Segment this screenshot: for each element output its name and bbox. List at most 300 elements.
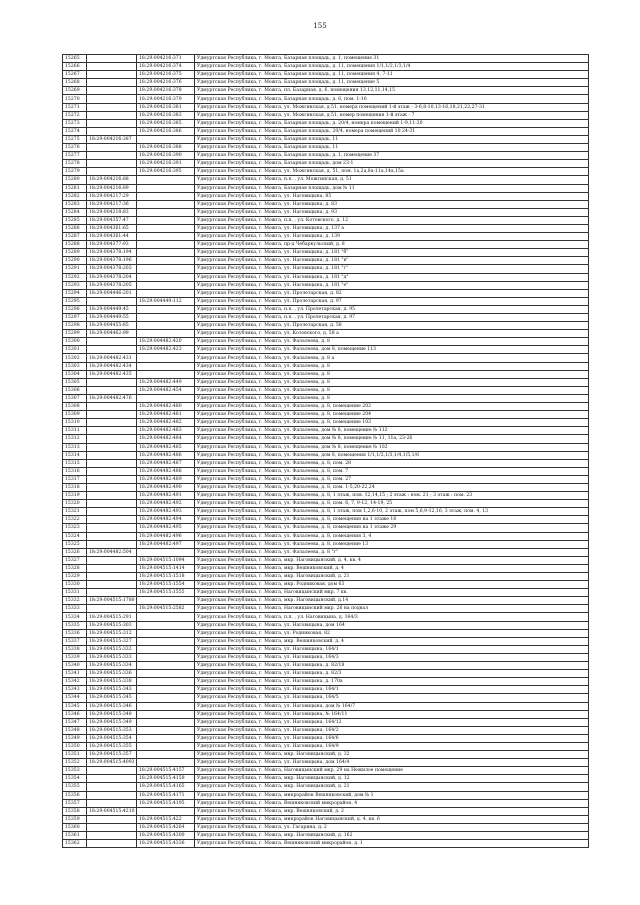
table-row <box>63 540 589 548</box>
old-cadastral-number-cell <box>87 815 137 823</box>
table-row <box>63 281 589 289</box>
row-number-cell: 15281 <box>63 184 87 192</box>
table-row <box>63 597 589 605</box>
cadastral-number-cell: 18:29:004515:4264 <box>137 823 195 831</box>
row-number-cell: 15301 <box>63 346 87 354</box>
row-number-cell: 15313 <box>63 443 87 451</box>
table-row <box>63 249 589 257</box>
row-number-cell: 15278 <box>63 160 87 168</box>
address-cell: Удмуртская Республика, г. Можга, ул. Наговицына, дом 164 <box>195 621 589 629</box>
address-cell: Удмуртская Республика, г. Можга, мкр. Вешняковский, д. 4 <box>195 637 589 645</box>
cadastral-number-cell <box>137 216 195 224</box>
old-cadastral-number-cell: 18:29:004515:4210 <box>87 807 137 815</box>
address-cell: Удмуртская Республика, г. Можга, ул. Наговицына, д. 82/3 <box>195 670 589 678</box>
table-row <box>63 378 589 386</box>
table-row <box>63 613 589 621</box>
address-cell: Удмуртская Республика, г. Можга, ул. Фалалеева, д. 8, 1 этаж, пом 1,2,6-10, 2 этаж, пом 5,6,9-12,16, 3 этаж, пом. 4, 13 <box>195 508 589 516</box>
cadastral-number-cell <box>137 662 195 670</box>
table-row <box>63 508 589 516</box>
cadastral-number-cell: 18:29:004216:381 <box>137 103 195 111</box>
address-cell: Удмуртская Республика, г. Можга, Базарная площадь, д. 11, помещения 4, 7-11 <box>195 71 589 79</box>
row-number-cell: 15333 <box>63 605 87 613</box>
cadastral-number-cell: 18:29:004216:376 <box>137 79 195 87</box>
old-cadastral-number-cell: 18:29:004455:85 <box>87 322 137 330</box>
address-cell: Удмуртская Республика, г. Можга, п.п. , ул. Можгинская, д. 51 <box>195 176 589 184</box>
cadastral-number-cell <box>137 265 195 273</box>
old-cadastral-number-cell: 18:29:004449:55 <box>87 314 137 322</box>
address-cell: Удмуртская Республика, г. Можга, ул. Пролетарская, д. 97 <box>195 297 589 305</box>
cadastral-number-cell: 18:29:004482:494 <box>137 516 195 524</box>
row-number-cell: 15288 <box>63 241 87 249</box>
cadastral-number-cell: 18:29:004515:1414 <box>137 564 195 572</box>
address-cell: Удмуртская Республика, г. Можга, мкр. Вешняковский, д. 4 <box>195 564 589 572</box>
row-number-cell: 15336 <box>63 629 87 637</box>
old-cadastral-number-cell <box>87 823 137 831</box>
old-cadastral-number-cell: 18:29:004216:89 <box>87 184 137 192</box>
table-row <box>63 710 589 718</box>
address-cell: Удмуртская Республика, г. Можга, ул. Фалалеева, д. 8, пом. 7 <box>195 467 589 475</box>
row-number-cell: 15345 <box>63 702 87 710</box>
row-number-cell: 15353 <box>63 767 87 775</box>
cadastral-number-cell <box>137 314 195 322</box>
table-row <box>63 783 589 791</box>
cadastral-number-cell: 18:29:004515:1094 <box>137 556 195 564</box>
address-cell: Удмуртская Республика, г. Можга, мкр. Наговицынский, д. 21 <box>195 783 589 791</box>
row-number-cell: 15351 <box>63 751 87 759</box>
address-cell: Удмуртская Республика, г. Можга, ул. Наговицына, д. 181 "г" <box>195 265 589 273</box>
row-number-cell: 15273 <box>63 119 87 127</box>
address-cell: Удмуртская Республика, г. Можга, ул. Фалалеева, д. 8, помещение 202 <box>195 403 589 411</box>
old-cadastral-number-cell <box>87 791 137 799</box>
cadastral-number-cell <box>137 257 195 265</box>
cadastral-number-cell <box>137 742 195 750</box>
old-cadastral-number-cell: 18:29:004515:345 <box>87 694 137 702</box>
old-cadastral-number-cell <box>87 492 137 500</box>
cadastral-number-cell: 18:29:004515:4165 <box>137 783 195 791</box>
address-cell: Удмуртская Республика, г. Можга, микрорайон Вешняковский, дом № 1 <box>195 791 589 799</box>
old-cadastral-number-cell <box>87 87 137 95</box>
cadastral-number-cell: 18:29:004216:390 <box>137 152 195 160</box>
address-cell: Удмуртская Республика, г. Можга, ул. Фалалеева, д. 8 <box>195 386 589 394</box>
cadastral-number-cell: 18:29:004482:489 <box>137 475 195 483</box>
old-cadastral-number-cell: 18:29:004217:29 <box>87 192 137 200</box>
row-number-cell: 15340 <box>63 662 87 670</box>
cadastral-number-cell <box>137 726 195 734</box>
address-cell: Удмуртская Республика, г. Можга, ул. Гагарина, д. 2 <box>195 823 589 831</box>
address-cell: Удмуртская Республика, г. Можга, Базарная площадь, д. 11, помещения 1/1,1/2,1/3,1/4 <box>195 63 589 71</box>
row-number-cell: 15307 <box>63 394 87 402</box>
table-row <box>63 500 589 508</box>
table-row <box>63 467 589 475</box>
row-number-cell: 15284 <box>63 208 87 216</box>
address-cell: Удмуртская Республика, г. Можга, Наговицынский мкр. 7 кв. <box>195 589 589 597</box>
table-row <box>63 807 589 815</box>
row-number-cell: 15317 <box>63 475 87 483</box>
address-cell: Удмуртская Республика, г. Можга, ул. Наговицына, 164/6 <box>195 734 589 742</box>
cadastral-number-cell <box>137 621 195 629</box>
address-cell: Удмуртская Республика, г. Можга, ул. Наговицына, д. 83 <box>195 200 589 208</box>
address-cell: Удмуртская Республика, г. Можга, п.п. , ул. Наговицына, д. 164/3 <box>195 613 589 621</box>
address-cell: Удмуртская Республика, г. Можга, ул. Пролетарская, д. 82 <box>195 289 589 297</box>
table-row <box>63 443 589 451</box>
old-cadastral-number-cell <box>87 411 137 419</box>
row-number-cell: 15291 <box>63 265 87 273</box>
old-cadastral-number-cell <box>87 467 137 475</box>
address-cell: Удмуртская Республика, г. Можга, Базарная площадь, д. 11, помещение 5 <box>195 79 589 87</box>
old-cadastral-number-cell <box>87 775 137 783</box>
address-cell: Удмуртская Республика, г. Можга, мкр. Наговицынский, д. 21 <box>195 573 589 581</box>
cadastral-number-cell: 18:29:004216:388 <box>137 144 195 152</box>
row-number-cell: 15271 <box>63 103 87 111</box>
address-cell: Удмуртская Республика, г. Можга, Базарная площадь, д. 6, пом. 1-10 <box>195 95 589 103</box>
table-row <box>63 160 589 168</box>
cadastral-number-cell: 18:29:004482:495 <box>137 524 195 532</box>
table-row <box>63 702 589 710</box>
row-number-cell: 15285 <box>63 216 87 224</box>
table-row <box>63 435 589 443</box>
table-row <box>63 686 589 694</box>
address-cell: Удмуртская Республика, г. Можга, Наговицынский мкр, 29 на Нежилое помещение <box>195 767 589 775</box>
address-cell: Удмуртская Республика, г. Можга, п.п. , ул. Пролетарская, д. 97 <box>195 314 589 322</box>
old-cadastral-number-cell: 18:29:004378:203 <box>87 265 137 273</box>
old-cadastral-number-cell <box>87 783 137 791</box>
old-cadastral-number-cell: 18:29:004377:93 <box>87 241 137 249</box>
cadastral-number-cell <box>137 718 195 726</box>
cadastral-number-cell <box>137 273 195 281</box>
cadastral-number-cell: 18:29:004216:371 <box>137 55 195 63</box>
old-cadastral-number-cell: 18:29:004515:4093 <box>87 759 137 767</box>
cadastral-number-cell: 18:29:004216:391 <box>137 160 195 168</box>
address-cell: Удмуртская Республика, г. Можга, ул. Наговицына, д. 137 а <box>195 224 589 232</box>
old-cadastral-number-cell <box>87 832 137 840</box>
old-cadastral-number-cell <box>87 573 137 581</box>
row-number-cell: 15310 <box>63 419 87 427</box>
row-number-cell: 15275 <box>63 135 87 143</box>
address-cell: Удмуртская Республика, г. Можга, ул. Фалалеева, д. 8, пом. 6, 7, 9-12, 14-19, 25 <box>195 500 589 508</box>
cadastral-number-cell: 18:29:004515:1554 <box>137 581 195 589</box>
address-cell: Удмуртская Республика, г. Можга, Наговицынский мкр. 26 на подвал <box>195 605 589 613</box>
cadastral-number-cell <box>137 702 195 710</box>
table-body <box>63 55 589 848</box>
table-row <box>63 79 589 87</box>
row-number-cell: 15300 <box>63 338 87 346</box>
table-row <box>63 330 589 338</box>
table-row <box>63 394 589 402</box>
address-cell: Удмуртская Республика, г. Можга, ул. Можгинская, д. 51, пом. 1а,2а,8а-11а,14а,15а <box>195 168 589 176</box>
table-row <box>63 645 589 653</box>
old-cadastral-number-cell: 18:29:004482:504 <box>87 548 137 556</box>
row-number-cell: 15274 <box>63 127 87 135</box>
table-row <box>63 63 589 71</box>
address-cell: Удмуртская Республика, г. Можга, пл. Базарная, д. 6, помещения 13,12,11,14,15 <box>195 87 589 95</box>
address-cell: Удмуртская Республика, г. Можга, Базарная площадь, дом № 11 <box>195 184 589 192</box>
row-number-cell: 15357 <box>63 799 87 807</box>
table-row <box>63 427 589 435</box>
row-number-cell: 15272 <box>63 111 87 119</box>
cadastral-number-cell <box>137 678 195 686</box>
old-cadastral-number-cell <box>87 605 137 613</box>
table-row <box>63 176 589 184</box>
table-row <box>63 152 589 160</box>
address-cell: Удмуртская Республика, г. Можга, ул. Фалалеева, д. 8 <box>195 370 589 378</box>
row-number-cell: 15349 <box>63 734 87 742</box>
old-cadastral-number-cell <box>87 144 137 152</box>
old-cadastral-number-cell: 18:29:004361:44 <box>87 233 137 241</box>
table-row <box>63 241 589 249</box>
table-row <box>63 840 589 848</box>
table-row <box>63 718 589 726</box>
row-number-cell: 15315 <box>63 459 87 467</box>
row-number-cell: 15302 <box>63 354 87 362</box>
cadastral-number-cell: 18:29:004515:2582 <box>137 605 195 613</box>
cadastral-number-cell: 18:29:004482:484 <box>137 435 195 443</box>
cadastral-number-cell <box>137 597 195 605</box>
row-number-cell: 15339 <box>63 653 87 661</box>
old-cadastral-number-cell: 18:29:004515:312 <box>87 629 137 637</box>
old-cadastral-number-cell: 18:29:004482:434 <box>87 362 137 370</box>
row-number-cell: 15265 <box>63 55 87 63</box>
address-cell: Удмуртская Республика, г. Можга, ул. Фалалеева, д. 8 а <box>195 354 589 362</box>
table-row <box>63 273 589 281</box>
address-cell: Удмуртская Республика, г. Можга, ул. Родниковая, 82 <box>195 629 589 637</box>
cadastral-number-cell <box>137 305 195 313</box>
table-row <box>63 775 589 783</box>
row-number-cell: 15286 <box>63 224 87 232</box>
address-cell: Удмуртская Республика, г. Можга, Базарная площадь, дом 23-1 <box>195 160 589 168</box>
address-cell: Удмуртская Республика, г. Можга, ул. Фалалеева, дом № 8, помещение № 11, 11а, 23-26 <box>195 435 589 443</box>
table-row <box>63 637 589 645</box>
table-row <box>63 224 589 232</box>
cadastral-number-cell: 18:29:004216:383 <box>137 111 195 119</box>
row-number-cell: 15296 <box>63 305 87 313</box>
old-cadastral-number-cell <box>87 443 137 451</box>
row-number-cell: 15338 <box>63 645 87 653</box>
row-number-cell: 15343 <box>63 686 87 694</box>
table-row <box>63 184 589 192</box>
row-number-cell: 15361 <box>63 832 87 840</box>
old-cadastral-number-cell: 18:29:004515:336 <box>87 670 137 678</box>
cadastral-number-cell: 18:29:004482:493 <box>137 508 195 516</box>
address-cell: Удмуртская Республика, г. Можга, ул. Наговицына, 85 <box>195 192 589 200</box>
cadastral-register-table <box>62 54 589 848</box>
cadastral-number-cell <box>137 759 195 767</box>
old-cadastral-number-cell: 18:29:004515:357 <box>87 751 137 759</box>
old-cadastral-number-cell <box>87 103 137 111</box>
old-cadastral-number-cell: 18:29:004357:47 <box>87 216 137 224</box>
address-cell: Удмуртская Республика, г. Можга, мкр. Вешняковский, д. 2 <box>195 807 589 815</box>
page-number: 155 <box>313 22 327 30</box>
table-row <box>63 111 589 119</box>
row-number-cell: 15347 <box>63 718 87 726</box>
old-cadastral-number-cell <box>87 386 137 394</box>
cadastral-number-cell <box>137 208 195 216</box>
old-cadastral-number-cell: 18:29:004515:355 <box>87 742 137 750</box>
old-cadastral-number-cell <box>87 419 137 427</box>
address-cell: Удмуртская Республика, г. Можга, ул. Фалалеева, д. 8, 1 этаж, пом. 12,14,15 ; 2 этаж : пом. 21 ; 3 этаж : пом. 23 <box>195 492 589 500</box>
table-row <box>63 370 589 378</box>
row-number-cell: 15346 <box>63 710 87 718</box>
row-number-cell: 15335 <box>63 621 87 629</box>
cadastral-number-cell: 18:29:004515:1518 <box>137 573 195 581</box>
address-cell: Удмуртская Республика, г. Можга, ул. Наговицына, 164/1 <box>195 686 589 694</box>
cadastral-number-cell: 18:29:004216:379 <box>137 95 195 103</box>
old-cadastral-number-cell: 18:29:004515:333 <box>87 653 137 661</box>
address-cell: Удмуртская Республика, г. Можга, ул. Фалалеева, дом 8, помещения 1/1,1/2,1/3,1/4,1/5,1/6 <box>195 451 589 459</box>
row-number-cell: 15342 <box>63 678 87 686</box>
table-row <box>63 103 589 111</box>
cadastral-number-cell: 18:29:004216:386 <box>137 127 195 135</box>
old-cadastral-number-cell <box>87 524 137 532</box>
cadastral-number-cell: 18:29:004515:4157 <box>137 767 195 775</box>
address-cell: Удмуртская Республика, г. Можга, мкр. Наговицынский, д. 32 <box>195 751 589 759</box>
old-cadastral-number-cell <box>87 483 137 491</box>
table-row <box>63 338 589 346</box>
old-cadastral-number-cell <box>87 799 137 807</box>
table-row <box>63 662 589 670</box>
old-cadastral-number-cell <box>87 540 137 548</box>
cadastral-number-cell <box>137 734 195 742</box>
cadastral-number-cell: 18:29:004449:112 <box>137 297 195 305</box>
address-cell: Удмуртская Республика, г. Можга, мкр. Наговицынский, д. 162 <box>195 832 589 840</box>
table-row <box>63 119 589 127</box>
row-number-cell: 15325 <box>63 540 87 548</box>
old-cadastral-number-cell: 18:29:004515:343 <box>87 686 137 694</box>
table-row <box>63 556 589 564</box>
address-cell: Удмуртская Республика, г. Можга, ул. Наговицына, 164/12 <box>195 718 589 726</box>
old-cadastral-number-cell <box>87 63 137 71</box>
cadastral-number-cell: 18:29:004482:420 <box>137 338 195 346</box>
cadastral-number-cell <box>137 200 195 208</box>
row-number-cell: 15358 <box>63 807 87 815</box>
cadastral-number-cell <box>137 653 195 661</box>
address-cell: Удмуртская Республика, г. Можга, ул. Можгинская, д.51, номера помещений 1-й этаж - 3-6,8-10,13-16,18,21,22,27-31 <box>195 103 589 111</box>
row-number-cell: 15334 <box>63 613 87 621</box>
table-row <box>63 799 589 807</box>
cadastral-number-cell <box>137 330 195 338</box>
row-number-cell: 15331 <box>63 589 87 597</box>
table-row <box>63 564 589 572</box>
old-cadastral-number-cell <box>87 767 137 775</box>
cadastral-number-cell <box>137 233 195 241</box>
table-row <box>63 516 589 524</box>
old-cadastral-number-cell <box>87 346 137 354</box>
address-cell: Удмуртская Республика, г. Можга, п.п. , ул. Котовского, д. 12 <box>195 216 589 224</box>
row-number-cell: 15324 <box>63 532 87 540</box>
cadastral-number-cell: 18:29:004482:480 <box>137 403 195 411</box>
old-cadastral-number-cell: 18:29:004216:88 <box>87 176 137 184</box>
address-cell: Удмуртская Республика, г. Можга, ул. Фалалеева, д. 8 <box>195 362 589 370</box>
table-row <box>63 815 589 823</box>
row-number-cell: 15329 <box>63 573 87 581</box>
cadastral-number-cell <box>137 184 195 192</box>
address-cell: Удмуртская Республика, г. Можга, ул. Фалалеева, д. 8, помещения на 1 этаже 16 <box>195 516 589 524</box>
old-cadastral-number-cell <box>87 297 137 305</box>
old-cadastral-number-cell <box>87 79 137 87</box>
row-number-cell: 15277 <box>63 152 87 160</box>
table-row <box>63 200 589 208</box>
address-cell: Удмуртская Республика, г. Можга, Базарная площадь, 11 <box>195 135 589 143</box>
old-cadastral-number-cell <box>87 119 137 127</box>
table-row <box>63 55 589 63</box>
cadastral-number-cell: 18:29:004515:4159 <box>137 775 195 783</box>
address-cell: Удмуртская Республика, г. Можга, ул. Котовского, д. 58 а <box>195 330 589 338</box>
table-row <box>63 492 589 500</box>
address-cell: Удмуртская Республика, г. Можга, ул. Наговицына, 164/5 <box>195 694 589 702</box>
row-number-cell: 15330 <box>63 581 87 589</box>
row-number-cell: 15314 <box>63 451 87 459</box>
address-cell: Удмуртская Республика, г. Можга, ул. Наговицына, 164/3 <box>195 653 589 661</box>
address-cell: Удмуртская Республика, г. Можга, ул. Фалалеева, д. 8 <box>195 378 589 386</box>
old-cadastral-number-cell <box>87 532 137 540</box>
table-row <box>63 751 589 759</box>
row-number-cell: 15269 <box>63 87 87 95</box>
address-cell: Удмуртская Республика, г. Можга, ул. Фалалеева, д. 8, пом. 28 <box>195 459 589 467</box>
row-number-cell: 15348 <box>63 726 87 734</box>
row-number-cell: 15304 <box>63 370 87 378</box>
row-number-cell: 15308 <box>63 403 87 411</box>
table-row <box>63 411 589 419</box>
row-number-cell: 15290 <box>63 257 87 265</box>
table-row <box>63 168 589 176</box>
row-number-cell: 15270 <box>63 95 87 103</box>
table-row <box>63 524 589 532</box>
table-row <box>63 419 589 427</box>
address-cell: Удмуртская Республика, г. Можга, п.п. , ул. Пролетарская, д. 95 <box>195 305 589 313</box>
old-cadastral-number-cell: 18:29:004515:303 <box>87 621 137 629</box>
address-cell: Удмуртская Республика, г. Можга, ул. Фалалеева, д. 8, пом. 1-5,20-22,24 <box>195 483 589 491</box>
address-cell: Удмуртская Республика, г. Можга, ул. Наговицына, 164/9 <box>195 742 589 750</box>
cadastral-number-cell: 18:29:004515:4195 <box>137 799 195 807</box>
cadastral-number-cell <box>137 751 195 759</box>
cadastral-number-cell: 18:29:004482:482 <box>137 419 195 427</box>
cadastral-number-cell <box>137 629 195 637</box>
table-row <box>63 386 589 394</box>
table-row <box>63 670 589 678</box>
row-number-cell: 15316 <box>63 467 87 475</box>
old-cadastral-number-cell: 18:29:004515:327 <box>87 637 137 645</box>
cadastral-number-cell: 18:29:004482:497 <box>137 540 195 548</box>
old-cadastral-number-cell: 18:29:004515:338 <box>87 678 137 686</box>
cadastral-number-cell: 18:29:004482:483 <box>137 427 195 435</box>
cadastral-number-cell <box>137 241 195 249</box>
old-cadastral-number-cell: 18:29:004482:431 <box>87 354 137 362</box>
table-row <box>63 832 589 840</box>
table-row <box>63 354 589 362</box>
table-row <box>63 629 589 637</box>
address-cell: Удмуртская Республика, г. Можга, ул. Фалалеева, д. 8 <box>195 338 589 346</box>
old-cadastral-number-cell <box>87 581 137 589</box>
row-number-cell: 15306 <box>63 386 87 394</box>
row-number-cell: 15360 <box>63 823 87 831</box>
address-cell: Удмуртская Республика, г. Можга, ул. Фалалеева, д. 8, помещение 103 <box>195 419 589 427</box>
table-row <box>63 314 589 322</box>
row-number-cell: 15283 <box>63 200 87 208</box>
address-cell: Удмуртская Республика, г. Можга, ул. Наговицына, д. 139 <box>195 233 589 241</box>
old-cadastral-number-cell <box>87 160 137 168</box>
address-cell: Удмуртская Республика, г. Можга, пр-д Чебаркульский, д. 8 <box>195 241 589 249</box>
row-number-cell: 15309 <box>63 411 87 419</box>
table-row <box>63 767 589 775</box>
old-cadastral-number-cell <box>87 95 137 103</box>
cadastral-number-cell <box>137 362 195 370</box>
row-number-cell: 15279 <box>63 168 87 176</box>
table-row <box>63 459 589 467</box>
old-cadastral-number-cell <box>87 564 137 572</box>
cadastral-number-cell <box>137 224 195 232</box>
old-cadastral-number-cell: 18:29:004515:346 <box>87 702 137 710</box>
cadastral-number-cell: 18:29:004482:454 <box>137 386 195 394</box>
cadastral-number-cell <box>137 281 195 289</box>
